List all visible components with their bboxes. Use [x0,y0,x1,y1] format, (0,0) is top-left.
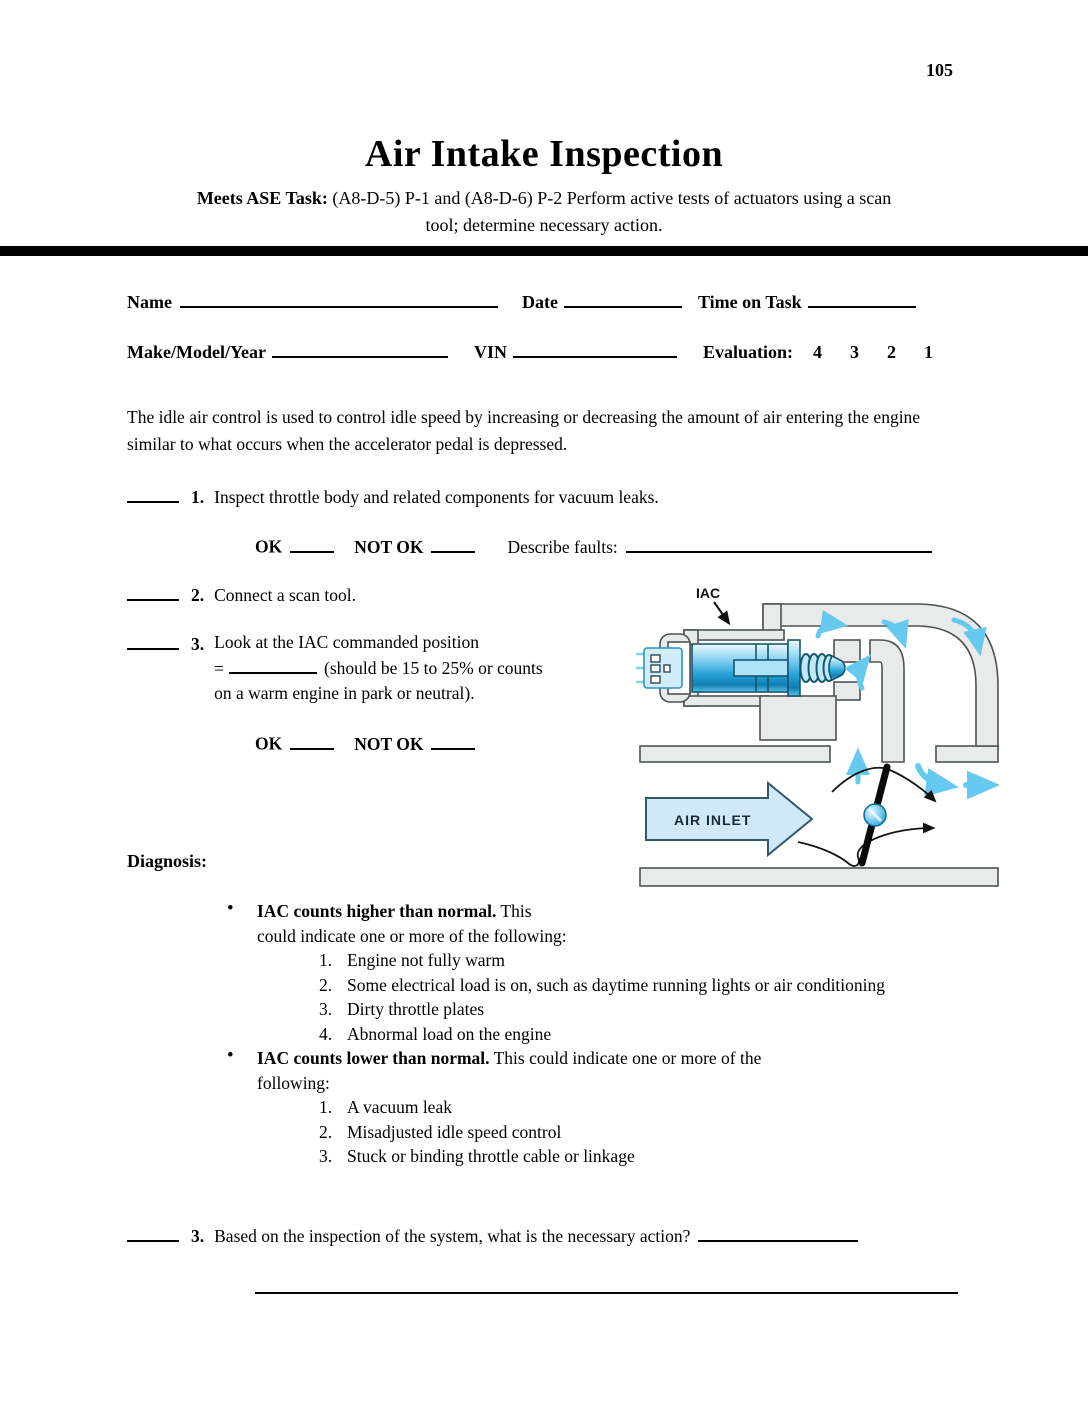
make-model-year-blank [272,338,448,358]
vin-label: VIN [473,342,507,362]
throttle-bore-lower-wall [640,868,998,886]
step-1-row [127,483,659,508]
step-3-blank [127,630,179,650]
date-blank [564,288,682,308]
step-1-blank [127,483,179,503]
evaluation-value-1: 1 [924,342,934,362]
step-2-row [127,581,356,606]
bullet-dot: • [227,898,234,919]
step-1-text: Inspect throttle body and related components for vacuum leaks. [214,486,659,507]
iac-label: IAC [696,585,721,601]
iac-motor-shaft [734,660,788,676]
describe-faults-label: Describe faults: [507,536,618,557]
ase-task-line-2: tool; determine necessary action. [425,215,663,235]
necessary-action-blank [698,1222,858,1242]
ase-task-label: Meets ASE Task: [196,188,328,208]
iac-connector [636,648,682,688]
ok-not-ok-row-1 [255,533,932,558]
diagnosis-sublist-higher [257,948,899,1046]
evaluation-value-4: 4 [813,342,823,362]
diagnosis-sublist-lower [257,1095,899,1169]
iac-valve-diagram [636,570,1004,896]
diagnosis-list [225,899,925,1169]
iac-callout [696,585,728,622]
list-item: Engine not fully warm [347,950,505,970]
list-item: A vacuum leak [347,1097,452,1117]
time-on-task-label: Time on Task [697,292,802,312]
step-3-text: Look at the IAC commanded position = (should be 15 to 25% or counts on a warm engine in park or neutral). [214,632,543,703]
final-step-blank [127,1222,179,1242]
throttle-bore-upper-wall-left [640,746,830,762]
form-row-vehicle [127,338,933,363]
name-label: Name [127,292,172,312]
page-title: Air Intake Inspection [364,133,724,175]
valve-seat-lower [834,682,860,700]
diagnosis-bullet-lower: • IAC counts lower than normal. This could indicate one or more of the following: A vacuum leak Misadjusted idle speed control Stuck or binding throttle cable or linkage [225,1046,925,1169]
diagnosis-bullet-higher: • IAC counts higher than normal. This could indicate one or more of the following: Engine not fully warm Some electrical load is on, such as daytime running lights or air conditioning Dirty throttle plates Abnormal load on the engine [225,899,925,1046]
list-item: Dirty throttle plates [347,999,485,1019]
iac-housing-top [684,630,784,640]
date-label: Date [521,292,558,312]
bypass-duct-inner-wall [870,640,904,762]
final-question-row [127,1222,858,1247]
air-inlet-label: AIR INLET [674,812,752,828]
evaluation-label: Evaluation: [702,342,794,362]
diagnosis-heading: Diagnosis: [127,851,208,871]
step-3-row [127,630,614,705]
name-blank [180,288,498,308]
page-number: 105 [926,60,953,80]
step-2-text: Connect a scan tool. [214,584,357,605]
connector-pin [651,676,660,683]
final-step-text: Based on the inspection of the system, what is the necessary action? [214,1225,691,1246]
make-model-year-label: Make/Model/Year [127,342,266,362]
ok-not-ok-row-2 [255,730,475,755]
intro-paragraph: The idle air control is used to control idle speed by increasing or decreasing the amount of air entering the engine similar to what occurs when the accelerator pedal is depressed. [127,407,921,454]
list-item: Stuck or binding throttle cable or linkage [347,1146,635,1166]
ok-label: OK [255,536,283,557]
not-ok-label: NOT OK [354,536,424,557]
form-row-identity [127,288,916,313]
commanded-position-blank [229,655,317,675]
ok-blank [290,533,334,553]
connector-pin [651,665,660,672]
ok-blank-2 [290,730,334,750]
ok-label-2: OK [255,733,283,754]
list-item: Abnormal load on the engine [347,1023,552,1044]
final-step-number: 3. [191,1225,205,1246]
answer-line-blank [255,1268,958,1294]
section-divider-bar [0,246,1088,256]
bullet-dot: • [227,1045,234,1066]
ase-task-line-1: Meets ASE Task: (A8-D-5) P-1 and (A8-D-6) P-2 Perform active tests of actuators using a scan [196,188,892,208]
step-3-number: 3. [191,633,205,654]
step-1-number: 1. [191,486,205,507]
air-inlet-arrow [646,783,812,855]
describe-faults-blank [626,533,932,553]
evaluation-value-2: 2 [887,342,897,362]
iac-housing-bottom-block [760,696,836,740]
step-2-blank [127,581,179,601]
iac-callout-arrow [714,602,728,622]
not-ok-blank-2 [431,730,475,750]
vin-blank [513,338,677,358]
not-ok-label-2: NOT OK [354,733,424,754]
list-item: Misadjusted idle speed control [347,1121,562,1142]
step-2-number: 2. [191,584,205,605]
evaluation-value-3: 3 [850,342,860,362]
iac-motor-assembly [692,640,845,696]
iac-motor-endcap [788,640,800,696]
time-on-task-blank [808,288,916,308]
throttle-plate-group [798,767,934,866]
connector-pin [651,655,660,662]
list-item: Some electrical load is on, such as daytime running lights or air conditioning [347,974,886,995]
not-ok-blank [431,533,475,553]
connector-pin [664,665,670,672]
iac-housing-bottom [684,696,768,706]
throttle-bore-upper-wall-right [936,746,998,762]
